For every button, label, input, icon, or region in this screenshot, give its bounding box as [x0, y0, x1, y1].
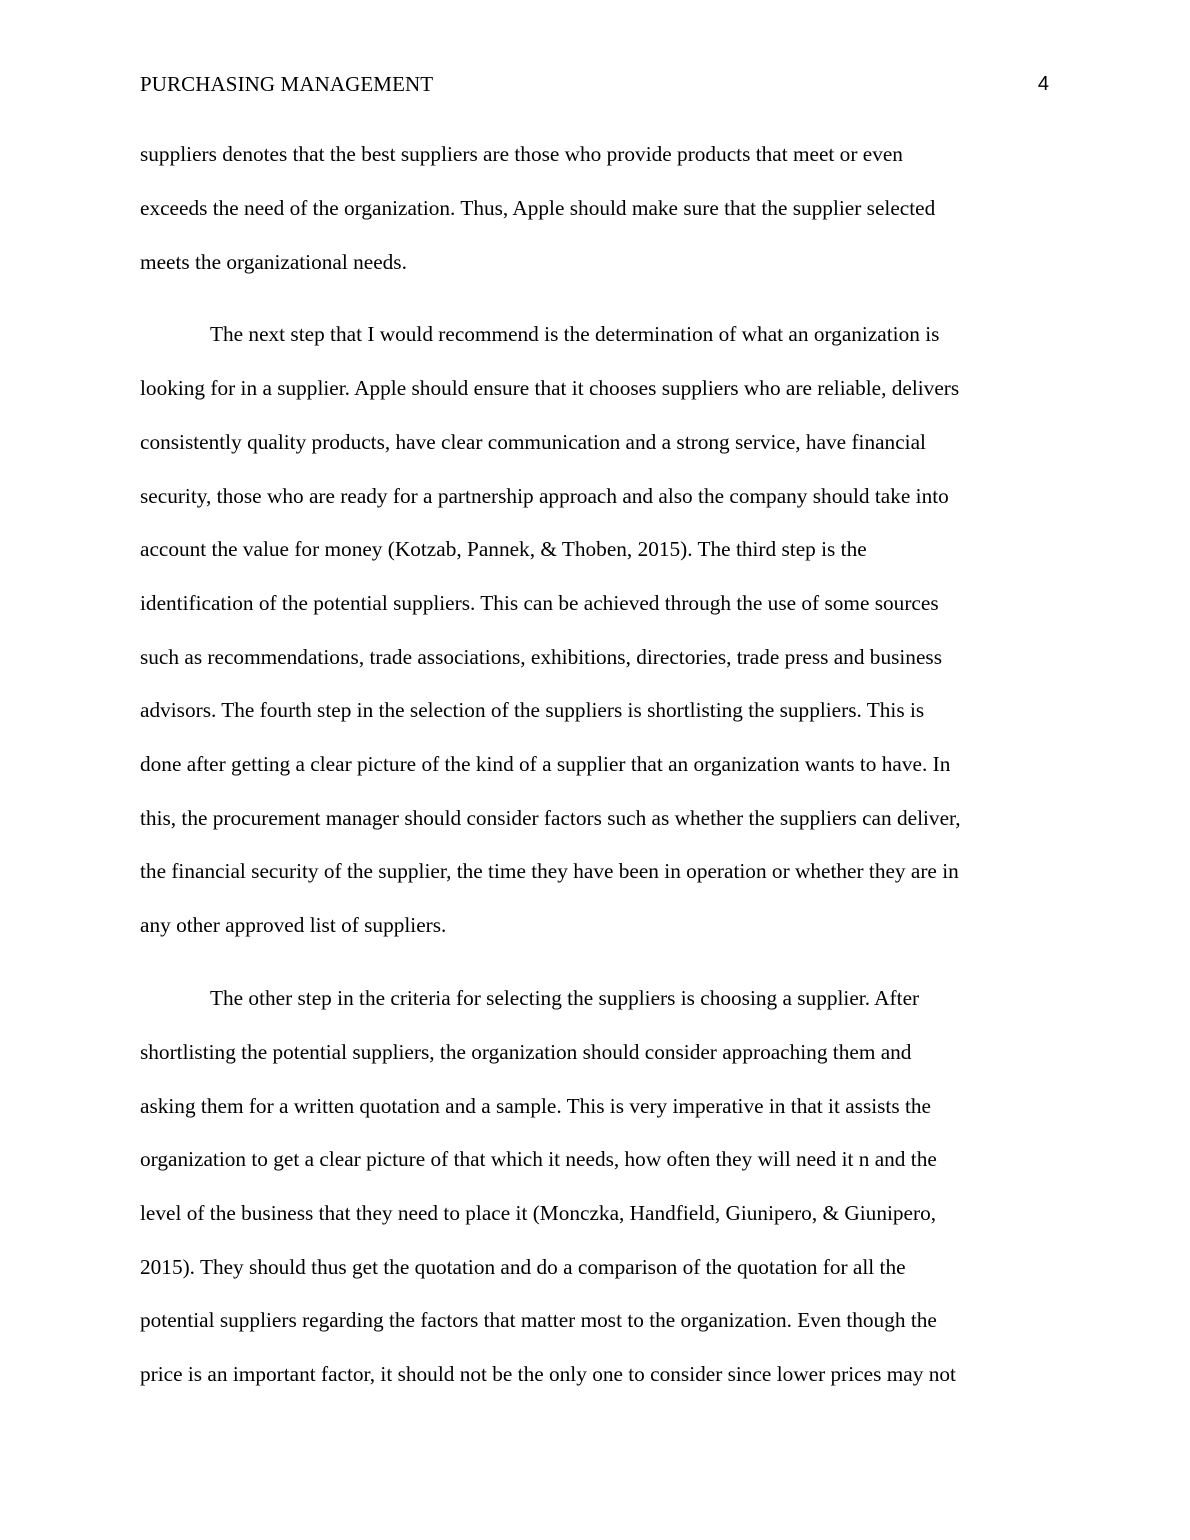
- text-line: level of the business that they need to place it (Monczka, Handfield, Giunipero, & Giunipero,: [140, 1201, 937, 1225]
- text-line: suppliers denotes that the best suppliers are those who provide products that meet or even: [140, 142, 903, 166]
- text-line: looking for in a supplier. Apple should ensure that it chooses suppliers who are reliable, delivers: [140, 376, 960, 400]
- text-line: asking them for a written quotation and a sample. This is very imperative in that it assists the: [140, 1094, 931, 1118]
- text-line: such as recommendations, trade associations, exhibitions, directories, trade press and business: [140, 645, 942, 669]
- text-line: security, those who are ready for a partnership approach and also the company should take into: [140, 484, 949, 508]
- text-line: any other approved list of suppliers.: [140, 913, 447, 937]
- text-line: meets the organizational needs.: [140, 250, 407, 274]
- text-line: account the value for money (Kotzab, Pannek, & Thoben, 2015). The third step is the: [140, 537, 867, 561]
- text-line: exceeds the need of the organization. Thus, Apple should make sure that the supplier selected: [140, 196, 936, 220]
- text-line: advisors. The fourth step in the selection of the suppliers is shortlisting the suppliers. This is: [140, 698, 925, 722]
- page-number: 4: [1037, 73, 1049, 95]
- text-line: price is an important factor, it should not be the only one to consider since lower prices may not: [140, 1362, 956, 1386]
- text-line: identification of the potential suppliers. This can be achieved through the use of some sources: [140, 591, 939, 615]
- text-line: consistently quality products, have clear communication and a strong service, have financial: [140, 430, 926, 454]
- text-line: this, the procurement manager should consider factors such as whether the suppliers can deliver,: [140, 806, 961, 830]
- text-line: done after getting a clear picture of the kind of a supplier that an organization wants to have. In: [140, 752, 951, 776]
- text-line: shortlisting the potential suppliers, the organization should consider approaching them and: [140, 1040, 912, 1064]
- text-line: the financial security of the supplier, the time they have been in operation or whether they are in: [140, 859, 959, 883]
- text-line: organization to get a clear picture of that which it needs, how often they will need it n and the: [140, 1147, 937, 1171]
- text-line: The other step in the criteria for selecting the suppliers is choosing a supplier. After: [210, 986, 920, 1010]
- text-line: potential suppliers regarding the factors that matter most to the organization. Even though the: [140, 1308, 937, 1332]
- running-head: PURCHASING MANAGEMENT: [140, 72, 434, 96]
- text-line: 2015). They should thus get the quotation and do a comparison of the quotation for all the: [140, 1255, 906, 1279]
- text-line: The next step that I would recommend is the determination of what an organization is: [210, 322, 940, 346]
